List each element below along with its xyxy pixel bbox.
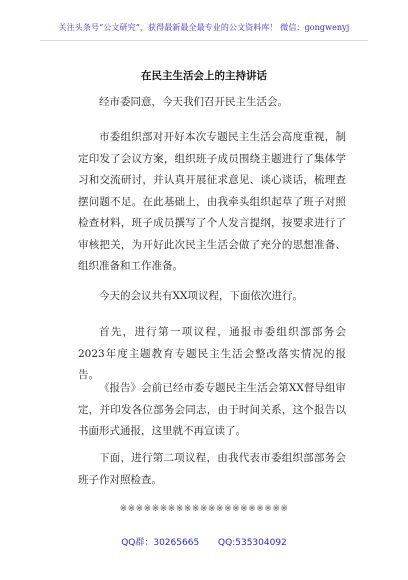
paragraph-6: 下面，进行第二项议程，由我代表市委组织部部务会班子作对照检查。: [78, 452, 346, 486]
paragraph-5: 《报告》会前已经市委专题民主生活会第XX督导组审定，并印发各位部务会同志，由于时间关系，这个报告以书面形式通报，这里就不再宣读了。: [78, 382, 346, 437]
qq-group-text: QQ群：30265665: [121, 538, 200, 548]
separator-line: ※※※※※※※※※※※※※※※※※※※※※: [119, 504, 289, 514]
header-banner: 关注头条号“公文研究”，获得最新最全最专业的公文资料库！ 微信：gongwenyj: [58, 23, 350, 32]
paragraph-3: 今天的会议共有XX项议程，下面依次进行。: [99, 290, 303, 302]
qq-text: QQ:535304092: [218, 538, 287, 548]
paragraph-1: 经市委同意，今天我们召开民主生活会。: [99, 96, 288, 108]
header-divider: [40, 40, 368, 41]
document-title: 在民主生活会上的主持讲话: [141, 70, 267, 82]
paragraph-4: 首先，进行第一项议程，通报市委组织部部务会2023年度主题教育专题民主生活会整改落实情况的报告。: [78, 326, 346, 381]
paragraph-2: 市委组织部对开好本次专题民主生活会高度重视，制定印发了会议方案，组织班子成员围绕主题进行了集体学习和交流研讨，并认真开展征求意见、谈心谈话，梳理查摆问题不足。在此基础上，由我牵头组织起草了班子对照检查材料，班子成员撰写了个人发言提纲，按要求进行了审核把关，为开好此次民主生活会做了充分的思想准备、组织准备和工作准备。: [78, 131, 346, 272]
footer-contact: [0, 535, 408, 548]
